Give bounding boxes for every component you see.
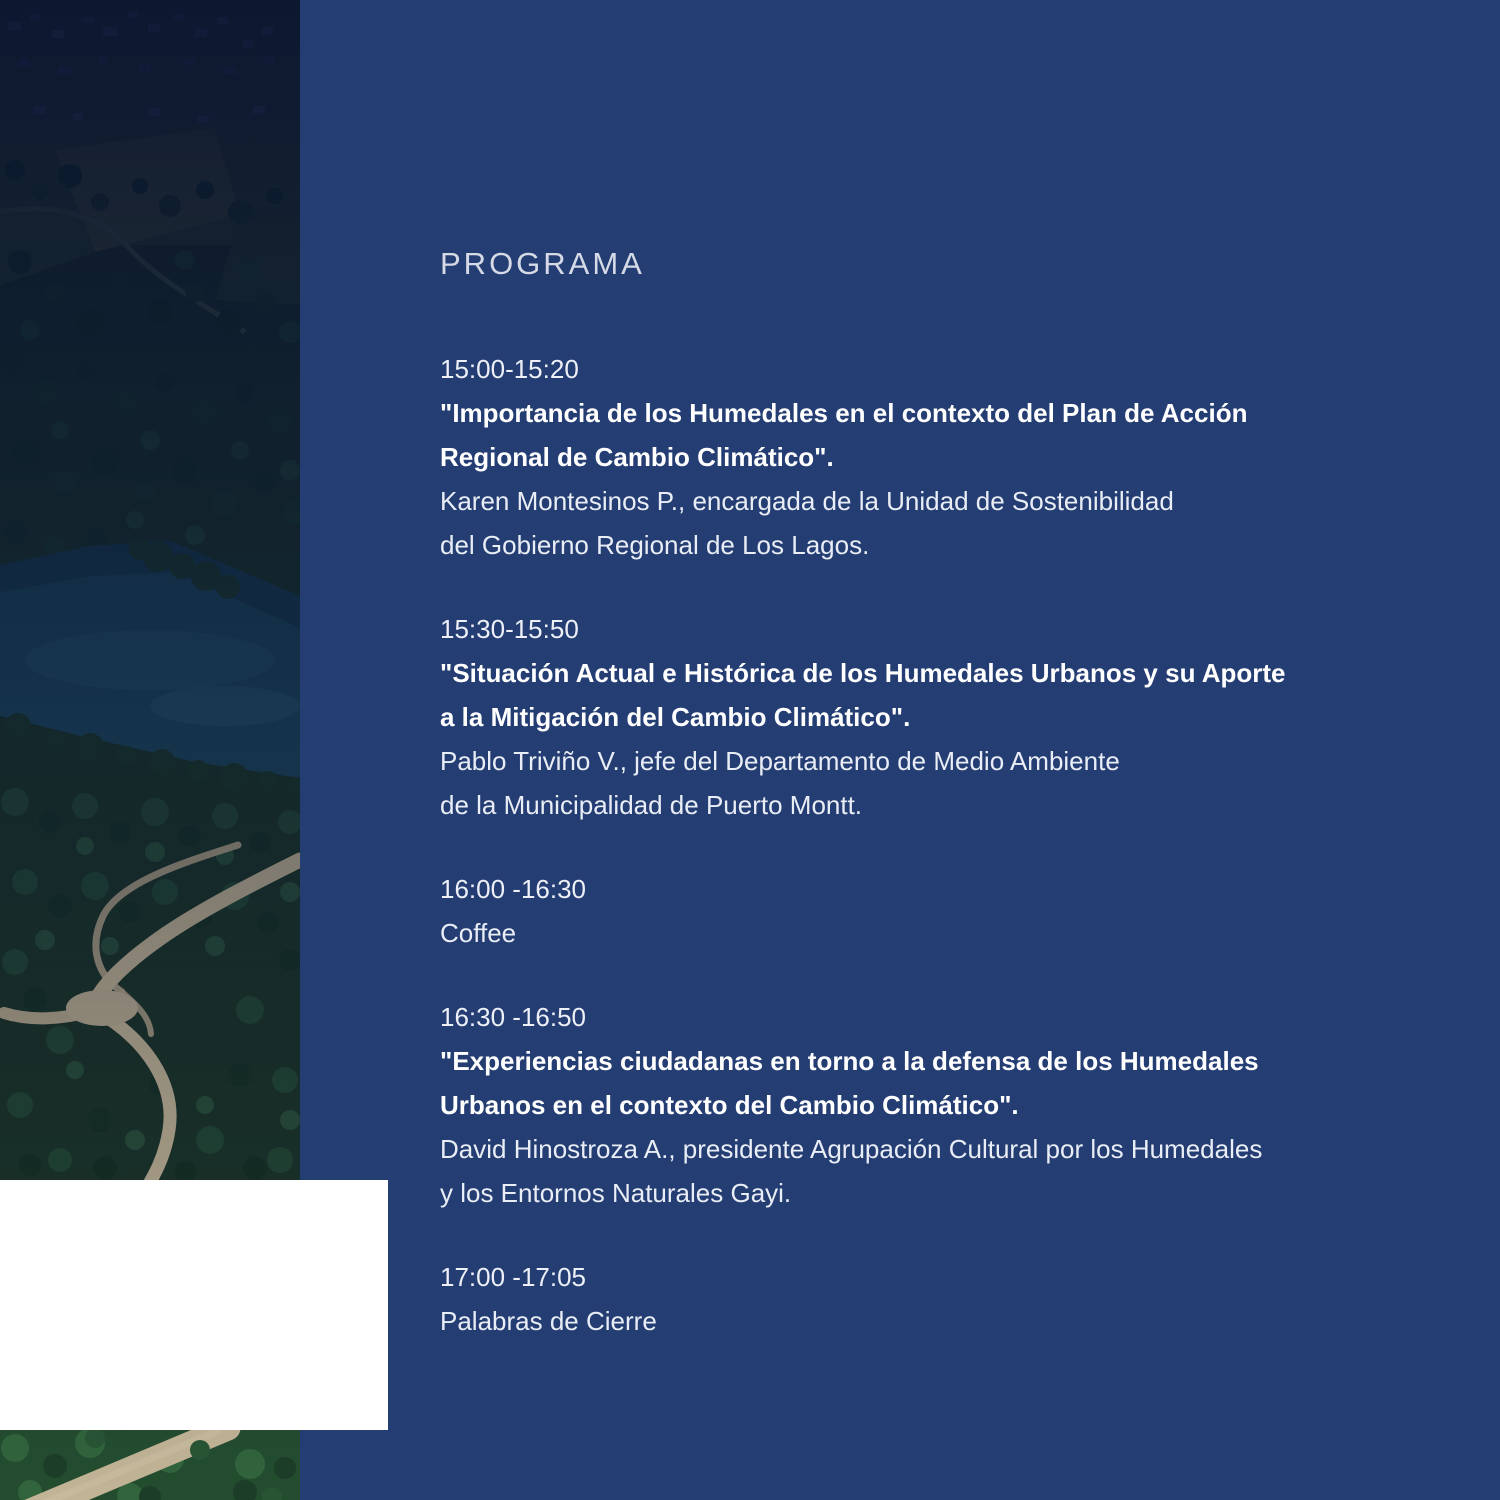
- session-speaker-line: Pablo Triviño V., jefe del Departamento de Medio Ambiente: [440, 746, 1120, 776]
- session-title-line: Urbanos en el contexto del Cambio Climático".: [440, 1090, 1019, 1120]
- session-time: 15:30-15:50: [440, 614, 579, 644]
- session-title-line: a la Mitigación del Cambio Climático".: [440, 702, 911, 732]
- session-speaker-line: Coffee: [440, 918, 517, 948]
- session-speaker-line: de la Municipalidad de Puerto Montt.: [440, 790, 863, 820]
- program-content: [440, 245, 1420, 1383]
- program-session-2: [440, 607, 1420, 827]
- session-title-line: "Situación Actual e Histórica de los Humedales Urbanos y su Aporte: [440, 658, 1286, 688]
- session-time: 15:00-15:20: [440, 354, 579, 384]
- session-time: 17:00 -17:05: [440, 1262, 587, 1292]
- program-session-1: [440, 347, 1420, 567]
- session-speaker-line: y los Entornos Naturales Gayi.: [440, 1178, 792, 1208]
- program-session-3: [440, 867, 1420, 955]
- program-session-4: [440, 995, 1420, 1215]
- session-title-line: "Experiencias ciudadanas en torno a la defensa de los Humedales: [440, 1046, 1259, 1076]
- session-title-line: Regional de Cambio Climático".: [440, 442, 834, 472]
- session-speaker-line: Palabras de Cierre: [440, 1306, 657, 1336]
- session-speaker-line: del Gobierno Regional de Los Lagos.: [440, 530, 870, 560]
- session-time: 16:30 -16:50: [440, 1002, 587, 1032]
- session-title-line: "Importancia de los Humedales en el contexto del Plan de Acción: [440, 398, 1248, 428]
- white-panel: [0, 1180, 388, 1430]
- session-time: 16:00 -16:30: [440, 874, 587, 904]
- program-session-5: [440, 1255, 1420, 1343]
- program-heading: PROGRAMA: [440, 246, 645, 281]
- session-speaker-line: David Hinostroza A., presidente Agrupación Cultural por los Humedales: [440, 1134, 1263, 1164]
- session-speaker-line: Karen Montesinos P., encargada de la Unidad de Sostenibilidad: [440, 486, 1174, 516]
